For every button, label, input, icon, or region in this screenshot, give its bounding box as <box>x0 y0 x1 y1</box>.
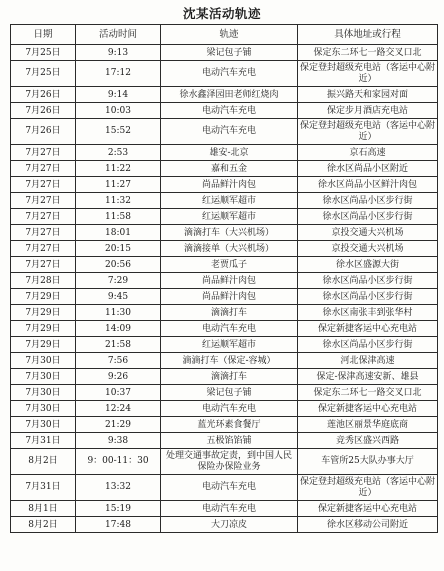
cell-time: 14:09 <box>76 321 161 337</box>
cell-date: 7月25日 <box>11 45 76 61</box>
cell-place: 车管所25大队办事大厅 <box>298 449 438 475</box>
cell-date: 7月26日 <box>11 103 76 119</box>
cell-track: 电动汽车充电 <box>161 321 298 337</box>
table-row <box>11 225 438 241</box>
cell-track: 滴滴打车 <box>161 305 298 321</box>
cell-date: 7月29日 <box>11 337 76 353</box>
cell-date: 7月28日 <box>11 273 76 289</box>
cell-time: 15:52 <box>76 119 161 145</box>
table-row <box>11 475 438 501</box>
cell-place: 保定新捷客运中心充电站 <box>298 321 438 337</box>
cell-place: 河北保津高速 <box>298 353 438 369</box>
cell-track: 大刀凉皮 <box>161 517 298 533</box>
cell-date: 7月30日 <box>11 369 76 385</box>
cell-time: 9：00-11：30 <box>76 449 161 475</box>
cell-time: 11:32 <box>76 193 161 209</box>
cell-track: 五极馅馅铺 <box>161 433 298 449</box>
cell-date: 7月27日 <box>11 193 76 209</box>
cell-time: 11:27 <box>76 177 161 193</box>
cell-time: 2:53 <box>76 145 161 161</box>
table-row <box>11 401 438 417</box>
cell-track: 滴滴接单（大兴机场） <box>161 241 298 257</box>
cell-track: 电动汽车充电 <box>161 501 298 517</box>
cell-time: 20:56 <box>76 257 161 273</box>
cell-track: 电动汽车充电 <box>161 61 298 87</box>
table-row <box>11 241 438 257</box>
cell-place: 保定新捷客运中心充电站 <box>298 401 438 417</box>
header-date: 日期 <box>11 25 76 45</box>
table-row <box>11 305 438 321</box>
cell-time: 11:58 <box>76 209 161 225</box>
cell-place: 竞秀区盛兴西路 <box>298 433 438 449</box>
table-row <box>11 161 438 177</box>
cell-time: 13:32 <box>76 475 161 501</box>
cell-time: 9:38 <box>76 433 161 449</box>
cell-place: 保定东二环七一路交叉口北 <box>298 385 438 401</box>
cell-time: 21:58 <box>76 337 161 353</box>
table-row <box>11 45 438 61</box>
header-place: 具体地址或行程 <box>298 25 438 45</box>
cell-time: 12:24 <box>76 401 161 417</box>
cell-time: 9:26 <box>76 369 161 385</box>
table-row <box>11 87 438 103</box>
cell-time: 10:37 <box>76 385 161 401</box>
cell-place: 保定登封超级充电站（客运中心附近） <box>298 119 438 145</box>
cell-place: 保定登封超级充电站（客运中心附近） <box>298 475 438 501</box>
cell-place: 徐水区尚品小区步行街 <box>298 289 438 305</box>
cell-track: 电动汽车充电 <box>161 475 298 501</box>
cell-track: 梁记包子铺 <box>161 45 298 61</box>
cell-place: 徐水区盛源大街 <box>298 257 438 273</box>
cell-place: 京石高速 <box>298 145 438 161</box>
cell-track: 红运顺军超市 <box>161 193 298 209</box>
cell-date: 7月27日 <box>11 145 76 161</box>
cell-time: 18:01 <box>76 225 161 241</box>
cell-time: 9:14 <box>76 87 161 103</box>
cell-date: 7月30日 <box>11 401 76 417</box>
table-row <box>11 177 438 193</box>
cell-track: 尚品鲜汁肉包 <box>161 177 298 193</box>
table-row <box>11 193 438 209</box>
cell-date: 7月27日 <box>11 257 76 273</box>
cell-time: 10:03 <box>76 103 161 119</box>
cell-time: 21:29 <box>76 417 161 433</box>
cell-date: 7月27日 <box>11 209 76 225</box>
cell-date: 7月29日 <box>11 305 76 321</box>
table-row <box>11 145 438 161</box>
table-row <box>11 273 438 289</box>
cell-time: 7:56 <box>76 353 161 369</box>
table-row <box>11 433 438 449</box>
cell-place: 京投交通大兴机场 <box>298 225 438 241</box>
table-row <box>11 289 438 305</box>
cell-track: 嘉和五金 <box>161 161 298 177</box>
cell-date: 7月26日 <box>11 119 76 145</box>
cell-date: 7月27日 <box>11 225 76 241</box>
cell-date: 7月26日 <box>11 87 76 103</box>
cell-place: 保定东二环七一路交叉口北 <box>298 45 438 61</box>
cell-time: 9:13 <box>76 45 161 61</box>
cell-time: 9:45 <box>76 289 161 305</box>
cell-track: 处理交通事故定责，到中国人民保险办保险业务 <box>161 449 298 475</box>
cell-time: 20:15 <box>76 241 161 257</box>
cell-time: 15:19 <box>76 501 161 517</box>
cell-date: 7月25日 <box>11 61 76 87</box>
cell-time: 17:12 <box>76 61 161 87</box>
table-row <box>11 417 438 433</box>
cell-date: 7月27日 <box>11 241 76 257</box>
cell-track: 尚品鲜汁肉包 <box>161 273 298 289</box>
cell-date: 7月29日 <box>11 289 76 305</box>
table-row <box>11 321 438 337</box>
table-row <box>11 449 438 475</box>
cell-track: 滴滴打车（大兴机场） <box>161 225 298 241</box>
table-row <box>11 61 438 87</box>
cell-place: 徐水区尚品小区附近 <box>298 161 438 177</box>
cell-place: 保定步月酒店充电站 <box>298 103 438 119</box>
cell-track: 老贾瓜子 <box>161 257 298 273</box>
cell-track: 尚品鲜汁肉包 <box>161 289 298 305</box>
cell-track: 蓝光环素食餐厅 <box>161 417 298 433</box>
cell-track: 红运顺军超市 <box>161 337 298 353</box>
table-row <box>11 257 438 273</box>
table-row <box>11 501 438 517</box>
cell-place: 京投交通大兴机场 <box>298 241 438 257</box>
table-row <box>11 103 438 119</box>
cell-track: 红运顺军超市 <box>161 209 298 225</box>
cell-time: 17:48 <box>76 517 161 533</box>
cell-date: 7月30日 <box>11 353 76 369</box>
cell-place: 徐水区尚品小区步行街 <box>298 337 438 353</box>
table-header-row <box>11 25 438 45</box>
cell-track: 梁记包子铺 <box>161 385 298 401</box>
cell-time: 7:29 <box>76 273 161 289</box>
cell-place: 保定登封超级充电站（客运中心附近） <box>298 61 438 87</box>
cell-place: 徐水区尚品小区步行街 <box>298 273 438 289</box>
cell-time: 11:22 <box>76 161 161 177</box>
table-row <box>11 385 438 401</box>
cell-track: 电动汽车充电 <box>161 103 298 119</box>
cell-place: 徐水区尚品小区步行街 <box>298 209 438 225</box>
activity-trace-table <box>10 24 438 533</box>
document-title: 沈某活动轨迹 <box>182 6 261 21</box>
cell-place: 保定-保津高速安新、雄县 <box>298 369 438 385</box>
cell-track: 电动汽车充电 <box>161 401 298 417</box>
cell-track: 滴滴打车（保定-容城） <box>161 353 298 369</box>
table-row <box>11 353 438 369</box>
header-track: 轨迹 <box>161 25 298 45</box>
cell-track: 电动汽车充电 <box>161 119 298 145</box>
cell-date: 7月30日 <box>11 385 76 401</box>
cell-track: 滴滴打车 <box>161 369 298 385</box>
table-row <box>11 337 438 353</box>
cell-date: 7月27日 <box>11 177 76 193</box>
cell-time: 11:30 <box>76 305 161 321</box>
cell-date: 7月31日 <box>11 475 76 501</box>
cell-date: 8月1日 <box>11 501 76 517</box>
cell-place: 徐水区南张丰到张华村 <box>298 305 438 321</box>
table-row <box>11 209 438 225</box>
table-row <box>11 119 438 145</box>
cell-date: 7月31日 <box>11 433 76 449</box>
table-body <box>11 45 438 533</box>
cell-place: 徐水区尚品小区鲜汁肉包 <box>298 177 438 193</box>
cell-date: 7月27日 <box>11 161 76 177</box>
cell-place: 徐水区移动公司附近 <box>298 517 438 533</box>
table-row <box>11 517 438 533</box>
cell-track: 雄安-北京 <box>161 145 298 161</box>
cell-place: 莲池区丽景华庭底商 <box>298 417 438 433</box>
cell-date: 7月30日 <box>11 417 76 433</box>
cell-place: 振兴路天和家园对面 <box>298 87 438 103</box>
table-row <box>11 369 438 385</box>
cell-date: 7月29日 <box>11 321 76 337</box>
cell-place: 保定新捷客运中心充电站 <box>298 501 438 517</box>
cell-date: 8月2日 <box>11 449 76 475</box>
cell-track: 徐水鑫泽园田老师红烧肉 <box>161 87 298 103</box>
header-time: 活动时间 <box>76 25 161 45</box>
cell-date: 8月2日 <box>11 517 76 533</box>
cell-place: 徐水区尚品小区步行街 <box>298 193 438 209</box>
